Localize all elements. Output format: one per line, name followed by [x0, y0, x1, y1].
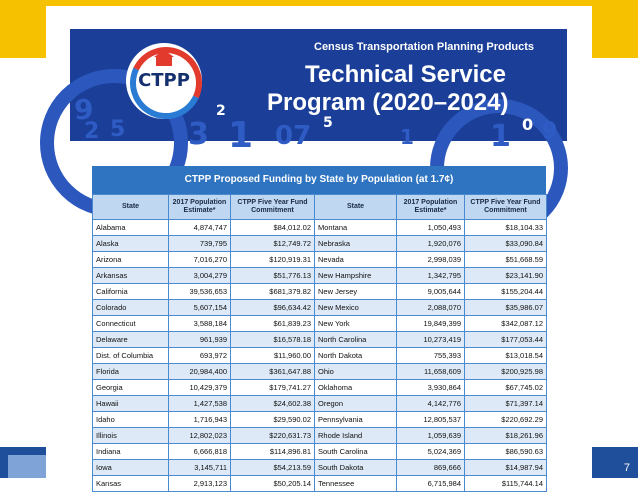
state-cell: New York	[315, 316, 397, 332]
ctpp-banner	[70, 29, 567, 156]
table-row	[93, 252, 547, 268]
table-header-row	[93, 195, 547, 220]
fund-cell: $50,205.14	[231, 476, 315, 492]
table-row	[93, 396, 547, 412]
table-row	[93, 332, 547, 348]
state-cell: Hawaii	[93, 396, 169, 412]
population-cell: 961,939	[169, 332, 231, 348]
population-cell: 12,802,023	[169, 428, 231, 444]
banner-subtitle: Census Transportation Planning Products	[314, 41, 535, 53]
population-cell: 9,005,644	[397, 284, 465, 300]
banner-digit: 5	[110, 117, 126, 142]
fund-cell: $23,141.90	[465, 268, 547, 284]
table-row	[93, 460, 547, 476]
fund-cell: $681,379.82	[231, 284, 315, 300]
funding-table	[92, 194, 547, 492]
fund-cell: $71,397.14	[465, 396, 547, 412]
table-row	[93, 236, 547, 252]
state-cell: Montana	[315, 220, 397, 236]
banner-title-line1: Technical Service	[305, 61, 506, 88]
population-cell: 5,607,154	[169, 300, 231, 316]
population-cell: 755,393	[397, 348, 465, 364]
state-cell: Pennsylvania	[315, 412, 397, 428]
banner-digit: 3	[188, 117, 209, 152]
left-accent-block	[0, 0, 46, 58]
fund-cell: $120,919.31	[231, 252, 315, 268]
fund-cell: $96,634.42	[231, 300, 315, 316]
state-cell: Iowa	[93, 460, 169, 476]
banner-digit: 0	[522, 115, 534, 134]
table-row	[93, 444, 547, 460]
population-cell: 2,913,123	[169, 476, 231, 492]
fund-cell: $84,012.02	[231, 220, 315, 236]
fund-cell: $361,647.88	[231, 364, 315, 380]
population-cell: 6,715,984	[397, 476, 465, 492]
state-cell: Indiana	[93, 444, 169, 460]
population-cell: 19,849,399	[397, 316, 465, 332]
fund-cell: $13,018.54	[465, 348, 547, 364]
state-cell: New Mexico	[315, 300, 397, 316]
table-row	[93, 300, 547, 316]
population-cell: 1,342,795	[397, 268, 465, 284]
fund-cell: $67,745.02	[465, 380, 547, 396]
population-cell: 5,024,369	[397, 444, 465, 460]
state-cell: California	[93, 284, 169, 300]
population-cell: 1,059,639	[397, 428, 465, 444]
fund-cell: $16,578.18	[231, 332, 315, 348]
fund-cell: $86,590.63	[465, 444, 547, 460]
fund-cell: $179,741.27	[231, 380, 315, 396]
fund-cell: $220,692.29	[465, 412, 547, 428]
fund-cell: $115,744.14	[465, 476, 547, 492]
state-cell: North Dakota	[315, 348, 397, 364]
fund-cell: $29,590.02	[231, 412, 315, 428]
table-row	[93, 380, 547, 396]
state-cell: Oregon	[315, 396, 397, 412]
state-cell: Arizona	[93, 252, 169, 268]
population-cell: 3,588,184	[169, 316, 231, 332]
population-cell: 2,998,039	[397, 252, 465, 268]
population-cell: 3,145,711	[169, 460, 231, 476]
population-cell: 3,004,279	[169, 268, 231, 284]
population-cell: 693,972	[169, 348, 231, 364]
table-body	[93, 220, 547, 492]
top-accent-bar	[0, 0, 638, 6]
banner-digit: 1	[228, 115, 254, 156]
header-population: 2017 Population Estimate*	[169, 195, 231, 220]
fund-cell: $61,839.23	[231, 316, 315, 332]
state-cell: Rhode Island	[315, 428, 397, 444]
population-cell: 4,142,776	[397, 396, 465, 412]
population-cell: 10,429,379	[169, 380, 231, 396]
table-row	[93, 476, 547, 492]
population-cell: 4,874,747	[169, 220, 231, 236]
state-cell: Florida	[93, 364, 169, 380]
state-cell: Alaska	[93, 236, 169, 252]
population-cell: 11,658,609	[397, 364, 465, 380]
state-cell: Oklahoma	[315, 380, 397, 396]
fund-cell: $200,925.98	[465, 364, 547, 380]
population-cell: 39,536,653	[169, 284, 231, 300]
footer-left-inner-block	[8, 455, 46, 478]
population-cell: 1,427,538	[169, 396, 231, 412]
fund-cell: $18,104.33	[465, 220, 547, 236]
table-row	[93, 268, 547, 284]
table-row	[93, 284, 547, 300]
state-cell: Dist. of Columbia	[93, 348, 169, 364]
banner-digit: 2	[84, 119, 100, 144]
population-cell: 3,930,864	[397, 380, 465, 396]
fund-cell: $177,053.44	[465, 332, 547, 348]
population-cell: 7,016,270	[169, 252, 231, 268]
table-row	[93, 348, 547, 364]
state-cell: Nebraska	[315, 236, 397, 252]
state-cell: Nevada	[315, 252, 397, 268]
house-body-icon	[156, 56, 172, 66]
state-cell: Alabama	[93, 220, 169, 236]
banner-digit: 9	[74, 93, 94, 126]
state-cell: New Hampshire	[315, 268, 397, 284]
state-cell: Georgia	[93, 380, 169, 396]
fund-cell: $12,749.72	[231, 236, 315, 252]
fund-cell: $220,631.73	[231, 428, 315, 444]
header-state: State	[93, 195, 169, 220]
header-fund-commitment: CTPP Five Year Fund Commitment	[231, 195, 315, 220]
population-cell: 869,666	[397, 460, 465, 476]
state-cell: South Carolina	[315, 444, 397, 460]
table-row	[93, 364, 547, 380]
footer-right-block	[592, 447, 638, 478]
state-cell: New Jersey	[315, 284, 397, 300]
fund-cell: $51,668.59	[465, 252, 547, 268]
population-cell: 1,716,943	[169, 412, 231, 428]
banner-digit: 2	[216, 103, 226, 119]
state-cell: Tennessee	[315, 476, 397, 492]
fund-cell: $11,960.00	[231, 348, 315, 364]
population-cell: 739,795	[169, 236, 231, 252]
population-cell: 20,984,400	[169, 364, 231, 380]
state-cell: Idaho	[93, 412, 169, 428]
header-population: 2017 Population Estimate*	[397, 195, 465, 220]
header-state: State	[315, 195, 397, 220]
fund-cell: $18,261.96	[465, 428, 547, 444]
fund-cell: $33,090.84	[465, 236, 547, 252]
header-fund-commitment: CTPP Five Year Fund Commitment	[465, 195, 547, 220]
state-cell: South Dakota	[315, 460, 397, 476]
ctpp-logo	[126, 43, 202, 119]
fund-cell: $35,986.07	[465, 300, 547, 316]
logo-text: CTPP	[138, 70, 190, 91]
population-cell: 1,920,076	[397, 236, 465, 252]
state-cell: Colorado	[93, 300, 169, 316]
fund-cell: $342,087.12	[465, 316, 547, 332]
table-row	[93, 220, 547, 236]
table-row	[93, 316, 547, 332]
population-cell: 2,088,070	[397, 300, 465, 316]
table-title: CTPP Proposed Funding by State by Population (at 1.7¢)	[92, 166, 546, 194]
state-cell: Connecticut	[93, 316, 169, 332]
fund-cell: $155,204.44	[465, 284, 547, 300]
population-cell: 1,050,493	[397, 220, 465, 236]
banner-digit: 07	[275, 121, 312, 151]
table-row	[93, 428, 547, 444]
page-number: 7	[623, 462, 630, 474]
state-cell: Kansas	[93, 476, 169, 492]
state-cell: Arkansas	[93, 268, 169, 284]
banner-digit: 5	[323, 115, 333, 131]
fund-cell: $24,602.38	[231, 396, 315, 412]
population-cell: 6,666,818	[169, 444, 231, 460]
state-cell: Ohio	[315, 364, 397, 380]
fund-cell: $51,776.13	[231, 268, 315, 284]
fund-cell: $114,896.81	[231, 444, 315, 460]
state-cell: Delaware	[93, 332, 169, 348]
state-cell: North Carolina	[315, 332, 397, 348]
fund-cell: $54,213.59	[231, 460, 315, 476]
population-cell: 10,273,419	[397, 332, 465, 348]
fund-cell: $14,987.94	[465, 460, 547, 476]
banner-title-line2: Program (2020–2024)	[267, 89, 509, 116]
banner-digit: 9	[542, 119, 558, 144]
population-cell: 12,805,537	[397, 412, 465, 428]
table-row	[93, 412, 547, 428]
state-cell: Illinois	[93, 428, 169, 444]
banner-digit: 1	[490, 119, 511, 154]
banner-digit: 1	[400, 125, 414, 149]
right-accent-block	[592, 0, 638, 58]
funding-table-container	[92, 166, 546, 488]
